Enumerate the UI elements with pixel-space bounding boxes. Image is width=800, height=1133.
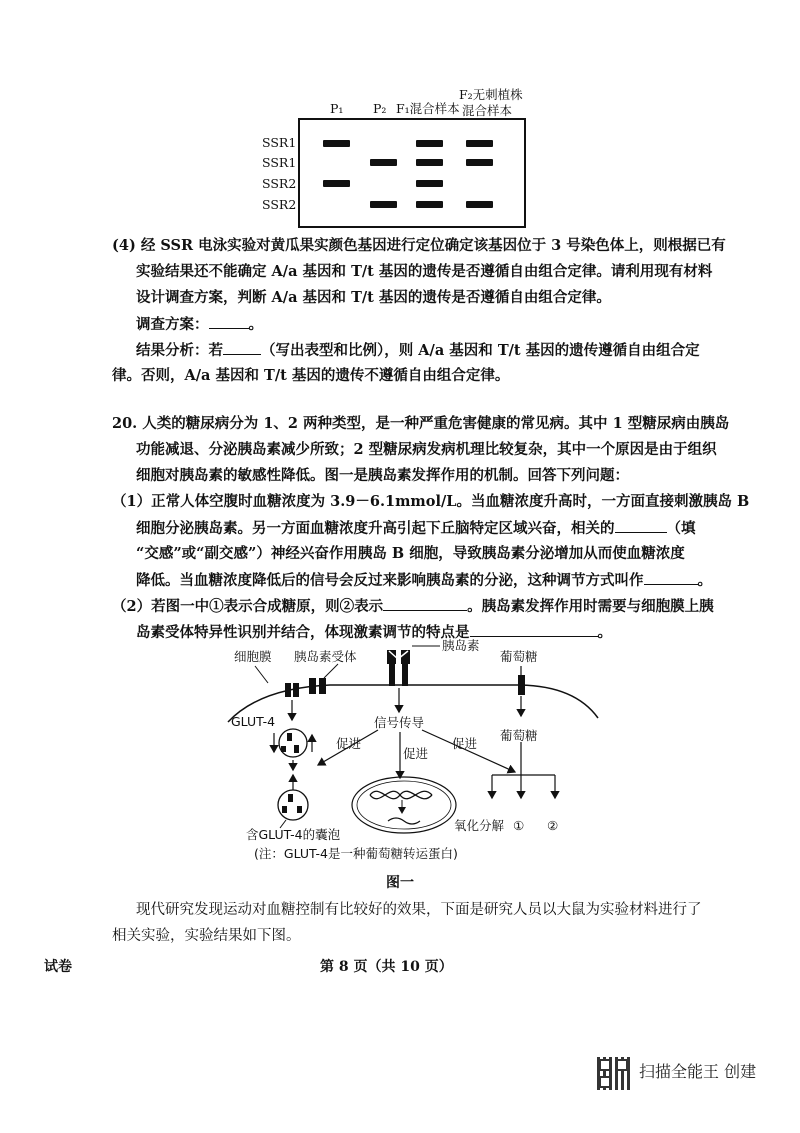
footer-left: 试卷 — [44, 959, 72, 975]
q20-1-line3: “交感”或“副交感”）神经兴奋作用胰岛 B 细胞，导致胰岛素分泌增加从而使血糖浓度 — [136, 545, 685, 562]
q19-4-plan: 调查方案： 。 — [136, 316, 263, 333]
q20-line1: 20. 人类的糖尿病分为 1、2 两种类型，是一种严重危害健康的常见病。其中 1 型糖尿病由胰岛 — [112, 415, 730, 432]
insulin-molecule-shape — [387, 650, 410, 686]
nucleus-shape — [352, 777, 456, 833]
signal-label: 信号传导 — [374, 715, 425, 730]
cell-membrane-label: 细胞膜 — [234, 649, 272, 664]
gel-row-ssr1-b: SSR1 — [262, 155, 297, 170]
q20-line2: 功能减退、分泌胰岛素减少所致；2 型糖尿病发病机理比较复杂，其中一个原因是由于组织 — [136, 441, 717, 458]
promote-right-label: 促进 — [452, 736, 478, 751]
q19-4-line1: (4) 经 SSR 电泳实验对黄瓜果实颜色基因进行定位确定该基因位于 3 号染色体上，则根据已有 — [112, 237, 726, 254]
vesicle-label: 含GLUT-4的囊泡 — [246, 827, 341, 842]
qr-code-icon — [597, 1057, 630, 1090]
receptor-label: 胰岛素受体 — [294, 649, 357, 664]
glut4-note: (注：GLUT-4是一种葡萄糖转运蛋白) — [254, 846, 458, 861]
mrna-shape — [388, 818, 420, 824]
figure-caption: 图一 — [386, 875, 414, 891]
vesicle-upper-shape — [279, 729, 307, 757]
plan-label: 调查方案： — [136, 316, 209, 333]
gel-col-f2-line2: 混合样本 — [462, 103, 513, 118]
q20-2-line1: （2）若图一中①表示合成糖原，则②表示 。胰岛素发挥作用时需要与细胞膜上胰 — [112, 598, 714, 615]
after-line2: 相关实验，实验结果如下图。 — [112, 928, 301, 944]
promote-center-label: 促进 — [403, 746, 429, 761]
q19-4-line2: 实验结果还不能确定 A/a 基因和 T/t 基因的遗传是否遵循自由组合定律。请利用现有材料 — [136, 263, 713, 280]
receptor-pointer — [324, 664, 338, 678]
gel-col-p2: P₂ — [373, 101, 387, 116]
glucose-inside-label: 葡萄糖 — [500, 728, 538, 743]
circle-2-label: ② — [547, 818, 559, 833]
result-label: 结果分析：若 — [136, 342, 223, 359]
gel-row-ssr2-b: SSR2 — [262, 197, 297, 212]
q20-line3: 细胞对胰岛素的敏感性降低。图一是胰岛素发挥作用的机制。回答下列问题： — [136, 467, 629, 484]
glucose-outside-label: 葡萄糖 — [500, 649, 538, 664]
page-number: 第 8 页（共 10 页） — [320, 959, 453, 975]
after-line1: 现代研究发现运动对血糖控制有比较好的效果，下面是研究人员以大鼠为实验材料进行了 — [136, 902, 702, 918]
q20-2-line2: 岛素受体特异性识别并结合，体现激素调节的特点是 。 — [136, 624, 612, 641]
q20-1-line2: 细胞分泌胰岛素。另一方面血糖浓度升高引起下丘脑特定区域兴奋，相关的 （填 — [136, 520, 696, 537]
gel-col-f1: F₁混合样本 — [396, 101, 460, 116]
gel-col-p1: P₁ — [330, 101, 344, 116]
q20-1-line1: （1）正常人体空腹时血糖浓度为 3.9－6.1mmol/L。当血糖浓度升高时，一方面直接刺激胰岛 B — [112, 493, 750, 510]
promote-left-label: 促进 — [336, 736, 362, 751]
q19-4-line3: 设计调查方案，判断 A/a 基因和 T/t 基因的遗传是否遵循自由组合定律。 — [136, 289, 611, 306]
glucose-transporter-shape — [518, 666, 525, 695]
vesicle-lower-shape — [278, 790, 308, 820]
circle-1-label: ① — [513, 818, 525, 833]
q20-1-line4: 降低。当血糖浓度降低后的信号会反过来影响胰岛素的分泌，这种调节方式叫作 。 — [136, 572, 712, 589]
gel-row-ssr2-a: SSR2 — [262, 176, 297, 191]
q19-4-result: 结果分析：若 （写出表型和比例），则 A/a 基因和 T/t 基因的遗传遵循自由组合定 — [136, 342, 700, 359]
insulin-label: 胰岛素 — [442, 638, 480, 653]
gel-col-f2-line1: F₂无刺植株 — [459, 87, 523, 102]
glut4-label: GLUT-4 — [231, 714, 276, 729]
gel-row-ssr1-a: SSR1 — [262, 135, 297, 150]
q19-4-result-cont: 律。否则，A/a 基因和 T/t 基因的遗传不遵循自由组合定律。 — [112, 367, 510, 384]
oxidation-label: 氧化分解 — [454, 818, 505, 833]
membrane-pointer — [255, 666, 268, 683]
scanner-watermark: 扫描全能王 创建 — [639, 1062, 757, 1081]
